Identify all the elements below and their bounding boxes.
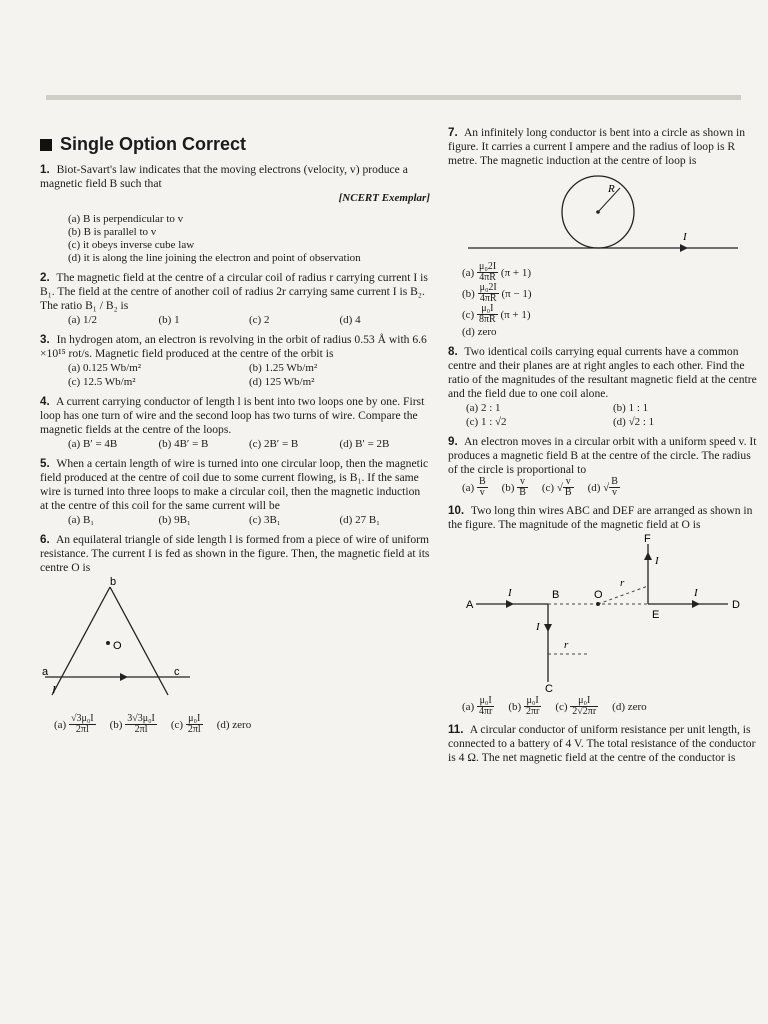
option: (b) B is parallel to v — [68, 226, 157, 238]
label-b: B — [552, 589, 560, 601]
question-4 — [40, 395, 430, 451]
wires-figure — [448, 534, 748, 694]
option: (d) zero — [612, 700, 647, 713]
point-o — [596, 602, 600, 606]
option: (b) $\frac{\text{μ₀I}}{2\pi r}$ — [508, 695, 540, 717]
triangle-figure — [40, 577, 240, 712]
circle-loop-figure — [448, 170, 748, 260]
options-row — [462, 262, 760, 339]
question-9 — [448, 435, 760, 498]
square-bullet-icon — [40, 139, 52, 151]
current-arrow-icon — [120, 673, 128, 681]
option: (d) zero — [216, 718, 252, 731]
question-7 — [448, 126, 760, 339]
centre-point — [106, 641, 110, 645]
triangle-side-ab — [52, 587, 110, 695]
option: (a) 2 : 1 — [466, 402, 501, 414]
question-number: 8. — [448, 345, 458, 358]
option: (b) 1 : 1 — [613, 402, 649, 414]
option: (d) 27 B₁ — [339, 514, 380, 526]
question-text: A circular conductor of uniform resistance per unit length, is connected to a battery of 4 V. The total resistance of the conductor is 4 Ω. The net magnetic field at the centre of the conductor is — [448, 723, 756, 764]
option: (c) 2B′ = B — [249, 438, 299, 450]
options-row — [462, 696, 760, 717]
option: (a) 1/2 — [68, 314, 98, 326]
question-text: When a certain length of wire is turned into one circular loop, then the magnetic field produced at the centre of coil due to some current flowing, is B₁. If the same wire is turned into three loops to make a circular coil, then the magnetic induction at the centre of this coil for the same current will be — [40, 457, 429, 512]
question-text: Biot-Savart's law indicates that the moving electrons (velocity, v) produce a magnetic field B such that — [40, 163, 408, 190]
option: (a) $\frac{B}{v}$ — [462, 476, 486, 498]
centre-o-label: O — [113, 640, 122, 652]
question-number: 6. — [40, 533, 50, 546]
option: (a) B is perpendicular to v — [68, 213, 184, 225]
option: (c) 1 : √2 — [466, 416, 507, 428]
question-1 — [40, 163, 430, 265]
options-row — [462, 477, 760, 498]
option: (c) $\frac{\text{μ₀I}}{8\pi R}$ (π + 1) — [462, 303, 531, 325]
option: (d) √2 : 1 — [613, 416, 655, 428]
radius-label: R — [608, 183, 615, 195]
current-label: I — [52, 684, 56, 696]
question-2 — [40, 271, 430, 327]
vertex-a-label: a — [42, 666, 49, 678]
question-8 — [448, 345, 760, 429]
label-d: D — [732, 599, 740, 611]
vertex-c-label: c — [174, 666, 180, 678]
question-text: An infinitely long conductor is bent into a circle as shown in figure. It carries a current I ampere and the radius of loop is R metre. The magnetic induction at the centre of loop is — [448, 126, 746, 167]
question-number: 10. — [448, 504, 465, 517]
distance-label: r — [564, 639, 569, 651]
option: (c) $\frac{\text{μ₀I}}{2\pi l}$ — [170, 713, 201, 735]
option: (c) $\frac{\text{μ₀I}}{2√2\pi r}$ — [555, 695, 597, 717]
question-text: A current carrying conductor of length l is bent into two loops one by one. First loop has one turn of wire and the second loop has two turns of wire. Compare the magnetic fields at the centre of the loops. — [40, 395, 425, 436]
current-label: I — [655, 555, 659, 567]
label-e: E — [652, 609, 660, 621]
question-text: In hydrogen atom, an electron is revolving in the orbit of radius 0.53 Å with 6.6 ×10¹⁵ rot/s. Magnetic field produced at the centre of the orbit is — [40, 333, 427, 360]
option: (b) $\frac{\text{3√3μ₀I}}{2\pi l}$ — [109, 713, 155, 735]
question-text: An electron moves in a circular orbit with a uniform speed v. It produces a magnetic field B at the centre of the circle. The radius of the circle is proportional to — [448, 435, 757, 476]
option: (a) B′ = 4B — [68, 438, 118, 450]
option: (b) $\frac{\text{μ₀2I}}{4\pi R}$ (π − 1) — [462, 282, 532, 304]
current-arrow-icon — [544, 624, 552, 632]
question-11 — [448, 723, 760, 765]
option: (a) $\frac{\text{μ₀2I}}{4\pi R}$ (π + 1) — [462, 261, 531, 283]
option: (d) zero — [462, 326, 497, 338]
current-label: I — [694, 587, 698, 599]
option: (a) 0.125 Wb/m² — [68, 362, 142, 374]
option: (c) 3B₁ — [249, 514, 281, 526]
question-number: 3. — [40, 333, 50, 346]
question-6 — [40, 533, 430, 735]
question-text: Two long thin wires ABC and DEF are arranged as shown in the figure. The magnitude of the magnetic field at O is — [448, 504, 753, 531]
current-label: I — [536, 621, 540, 633]
option: (b) $\frac{v}{B}$ — [501, 476, 526, 498]
section-heading — [40, 134, 430, 155]
question-number: 1. — [40, 163, 50, 176]
vertex-b-label: b — [110, 577, 117, 588]
question-text: Two identical coils carrying equal currents have a common centre and their planes are at right angles to each other. Find the ratio of the magnitudes of the resultant magnetic field at the centre and the field due to one coil alone. — [448, 345, 757, 400]
top-rule — [46, 95, 741, 100]
left-column — [40, 128, 430, 741]
option: (a) $\frac{\text{μ₀I}}{4\pi r}$ — [462, 695, 493, 717]
question-number: 4. — [40, 395, 50, 408]
section-heading-text: Single Option Correct — [60, 134, 247, 154]
current-arrow-icon — [644, 552, 652, 560]
option: (b) 9B₁ — [158, 514, 191, 526]
question-number: 11. — [448, 723, 464, 736]
option: (a) $\frac{\text{√3μ₀I}}{2\pi l}$ — [54, 713, 94, 735]
question-number: 2. — [40, 271, 50, 284]
option: (c) it obeys inverse cube law — [68, 239, 195, 251]
option: (c) √ $\frac{v}{B}$ — [541, 476, 572, 498]
option: (d) B′ = 2B — [339, 438, 390, 450]
question-10 — [448, 504, 760, 717]
option: (b) 1.25 Wb/m² — [249, 362, 318, 374]
right-column — [448, 126, 760, 771]
current-label: I — [508, 587, 512, 599]
option: (d) √ $\frac{B}{v}$ — [587, 476, 618, 498]
option: (d) it is along the line joining the electron and point of observation — [68, 252, 361, 264]
option: (d) 4 — [339, 314, 361, 326]
question-number: 7. — [448, 126, 458, 139]
option: (c) 12.5 Wb/m² — [68, 376, 136, 388]
label-o: O — [594, 589, 603, 601]
current-arrow-icon — [692, 600, 700, 608]
question-3 — [40, 333, 430, 389]
option: (b) 1 — [158, 314, 180, 326]
distance-label: r — [620, 577, 625, 589]
options-row — [54, 714, 430, 735]
current-arrow-icon — [680, 244, 688, 252]
question-text: The magnetic field at the centre of a circular coil of radius r carrying current I is B₁. The field at the centre of another coil of radius 2r carrying same current I is B₂. The ratio B₁ / B₂ is — [40, 271, 428, 312]
label-a: A — [466, 599, 474, 611]
current-arrow-icon — [506, 600, 514, 608]
question-5 — [40, 457, 430, 527]
source-tag: [NCERT Exemplar] — [338, 192, 430, 204]
current-label: I — [683, 231, 687, 243]
question-number: 5. — [40, 457, 50, 470]
option: (d) 125 Wb/m² — [249, 376, 315, 388]
option: (c) 2 — [249, 314, 270, 326]
label-c: C — [545, 683, 553, 694]
question-text: An equilateral triangle of side length l is formed from a piece of wire of uniform resistance. The current I is fed as shown in the figure. Then, the magnetic field at its centre O is — [40, 533, 430, 574]
question-number: 9. — [448, 435, 458, 448]
option: (a) B₁ — [68, 514, 95, 526]
label-f: F — [644, 534, 651, 545]
centre-point — [596, 210, 600, 214]
option: (b) 4B′ = B — [158, 438, 209, 450]
